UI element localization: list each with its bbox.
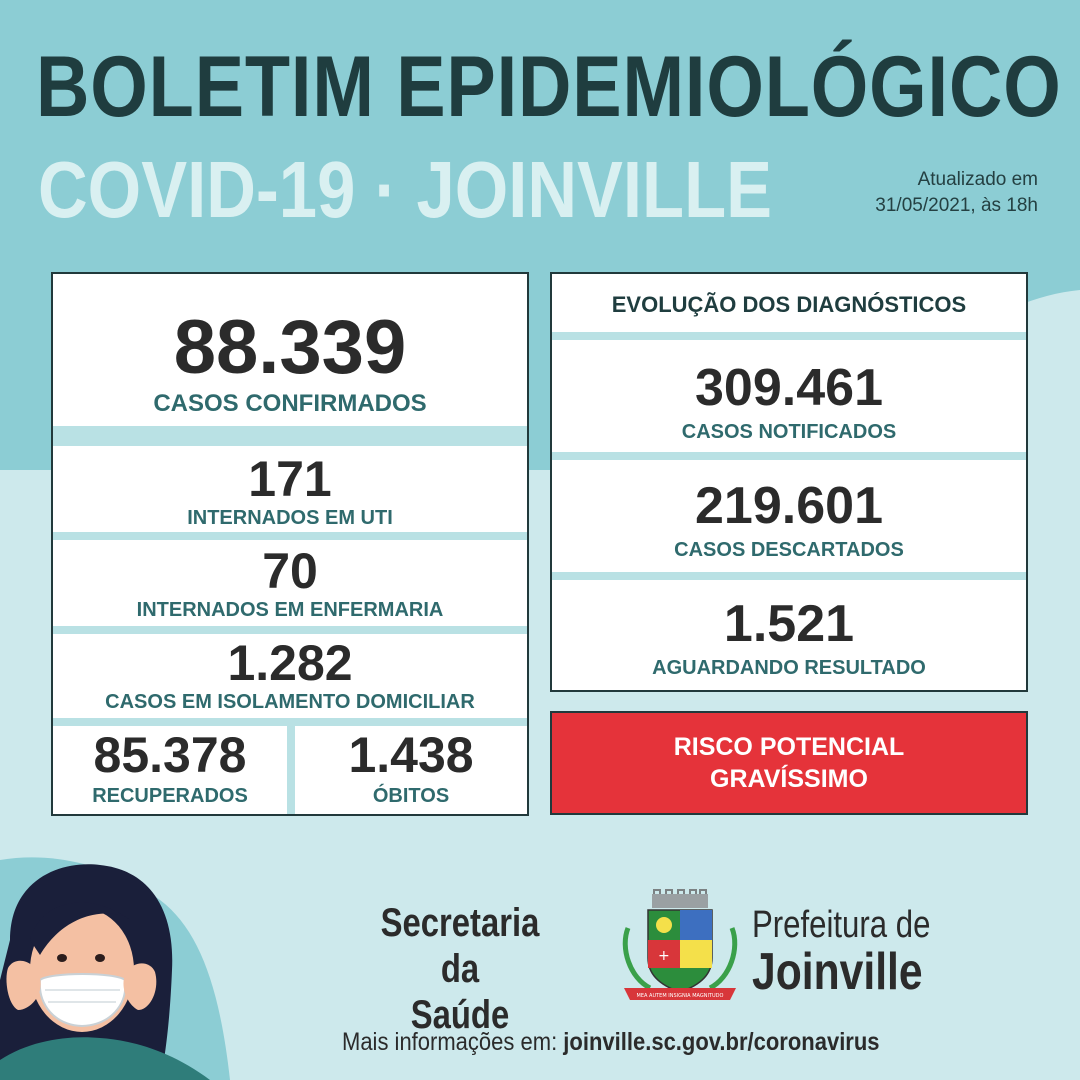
divider-vertical <box>287 726 295 814</box>
secretaria-line-1: Secretaria da <box>380 901 540 991</box>
icu-label: INTERNADOS EM UTI <box>187 507 393 529</box>
svg-text:+: + <box>658 948 670 964</box>
confirmed-value: 88.339 <box>173 305 407 390</box>
updated-date: 31/05/2021, às 18h <box>875 195 1038 216</box>
more-info-prefix: Mais informações em: <box>342 1028 558 1056</box>
more-info-line <box>342 1028 880 1057</box>
diagnostics-title: EVOLUÇÃO DOS DIAGNÓSTICOS <box>611 292 967 317</box>
divider <box>53 426 527 446</box>
divider <box>552 332 1026 340</box>
recovered-stat <box>53 727 287 807</box>
prefeitura-line-1: Prefeitura de <box>752 904 931 946</box>
deaths-label: ÓBITOS <box>372 785 450 807</box>
notified-label: CASOS NOTIFICADOS <box>681 421 897 443</box>
discarded-stat <box>552 477 1026 561</box>
divider <box>53 626 527 634</box>
cases-panel <box>51 272 529 816</box>
secretaria-logo-text <box>362 900 559 1038</box>
page-subtitle: COVID-19 · JOINVILLE <box>38 145 772 234</box>
notified-value: 309.461 <box>695 359 883 417</box>
ward-label: INTERNADOS EM ENFERMARIA <box>136 599 444 621</box>
page-title: BOLETIM EPIDEMIOLÓGICO <box>36 39 1062 135</box>
ward-value: 70 <box>262 543 318 599</box>
home-isolation-label: CASOS EM ISOLAMENTO DOMICILIAR <box>105 691 475 713</box>
confirmed-stat <box>53 305 527 417</box>
pending-value: 1.521 <box>723 595 855 653</box>
recovered-label: RECUPERADOS <box>92 785 248 807</box>
divider <box>53 532 527 540</box>
divider <box>53 718 527 726</box>
discarded-value: 219.601 <box>695 477 883 535</box>
prefeitura-line-2: Joinville <box>752 943 923 1001</box>
divider <box>552 452 1026 460</box>
home-isolation-value: 1.282 <box>227 635 353 691</box>
home-isolation-stat <box>53 635 527 713</box>
pending-stat <box>552 595 1026 679</box>
more-info-link[interactable]: joinville.sc.gov.br/coronavirus <box>563 1028 880 1056</box>
diagnostics-panel <box>550 272 1028 692</box>
confirmed-label: CASOS CONFIRMADOS <box>153 390 427 417</box>
ward-stat <box>53 543 527 621</box>
joinville-crest-icon <box>620 888 740 1008</box>
icu-value: 171 <box>248 451 332 507</box>
risk-line-2: GRAVÍSSIMO <box>710 765 868 793</box>
secretaria-line-2: Saúde <box>410 993 510 1037</box>
updated-label: Atualizado em <box>917 169 1038 190</box>
risk-level-badge <box>550 711 1028 815</box>
risk-line-1: RISCO POTENCIAL <box>673 733 905 761</box>
updated-timestamp <box>875 167 1038 219</box>
discarded-label: CASOS DESCARTADOS <box>674 539 904 561</box>
crest-motto: MEA AUTEM INSIGNIA MAGNITUDO <box>636 993 724 999</box>
divider <box>552 572 1026 580</box>
icu-stat <box>53 451 527 529</box>
deaths-value: 1.438 <box>348 727 474 783</box>
prefeitura-logo-text <box>752 904 970 1001</box>
woman-with-mask-illustration <box>0 860 230 1080</box>
deaths-stat <box>295 727 527 807</box>
notified-stat <box>552 359 1026 443</box>
pending-label: AGUARDANDO RESULTADO <box>652 657 926 679</box>
recovered-value: 85.378 <box>93 727 247 783</box>
